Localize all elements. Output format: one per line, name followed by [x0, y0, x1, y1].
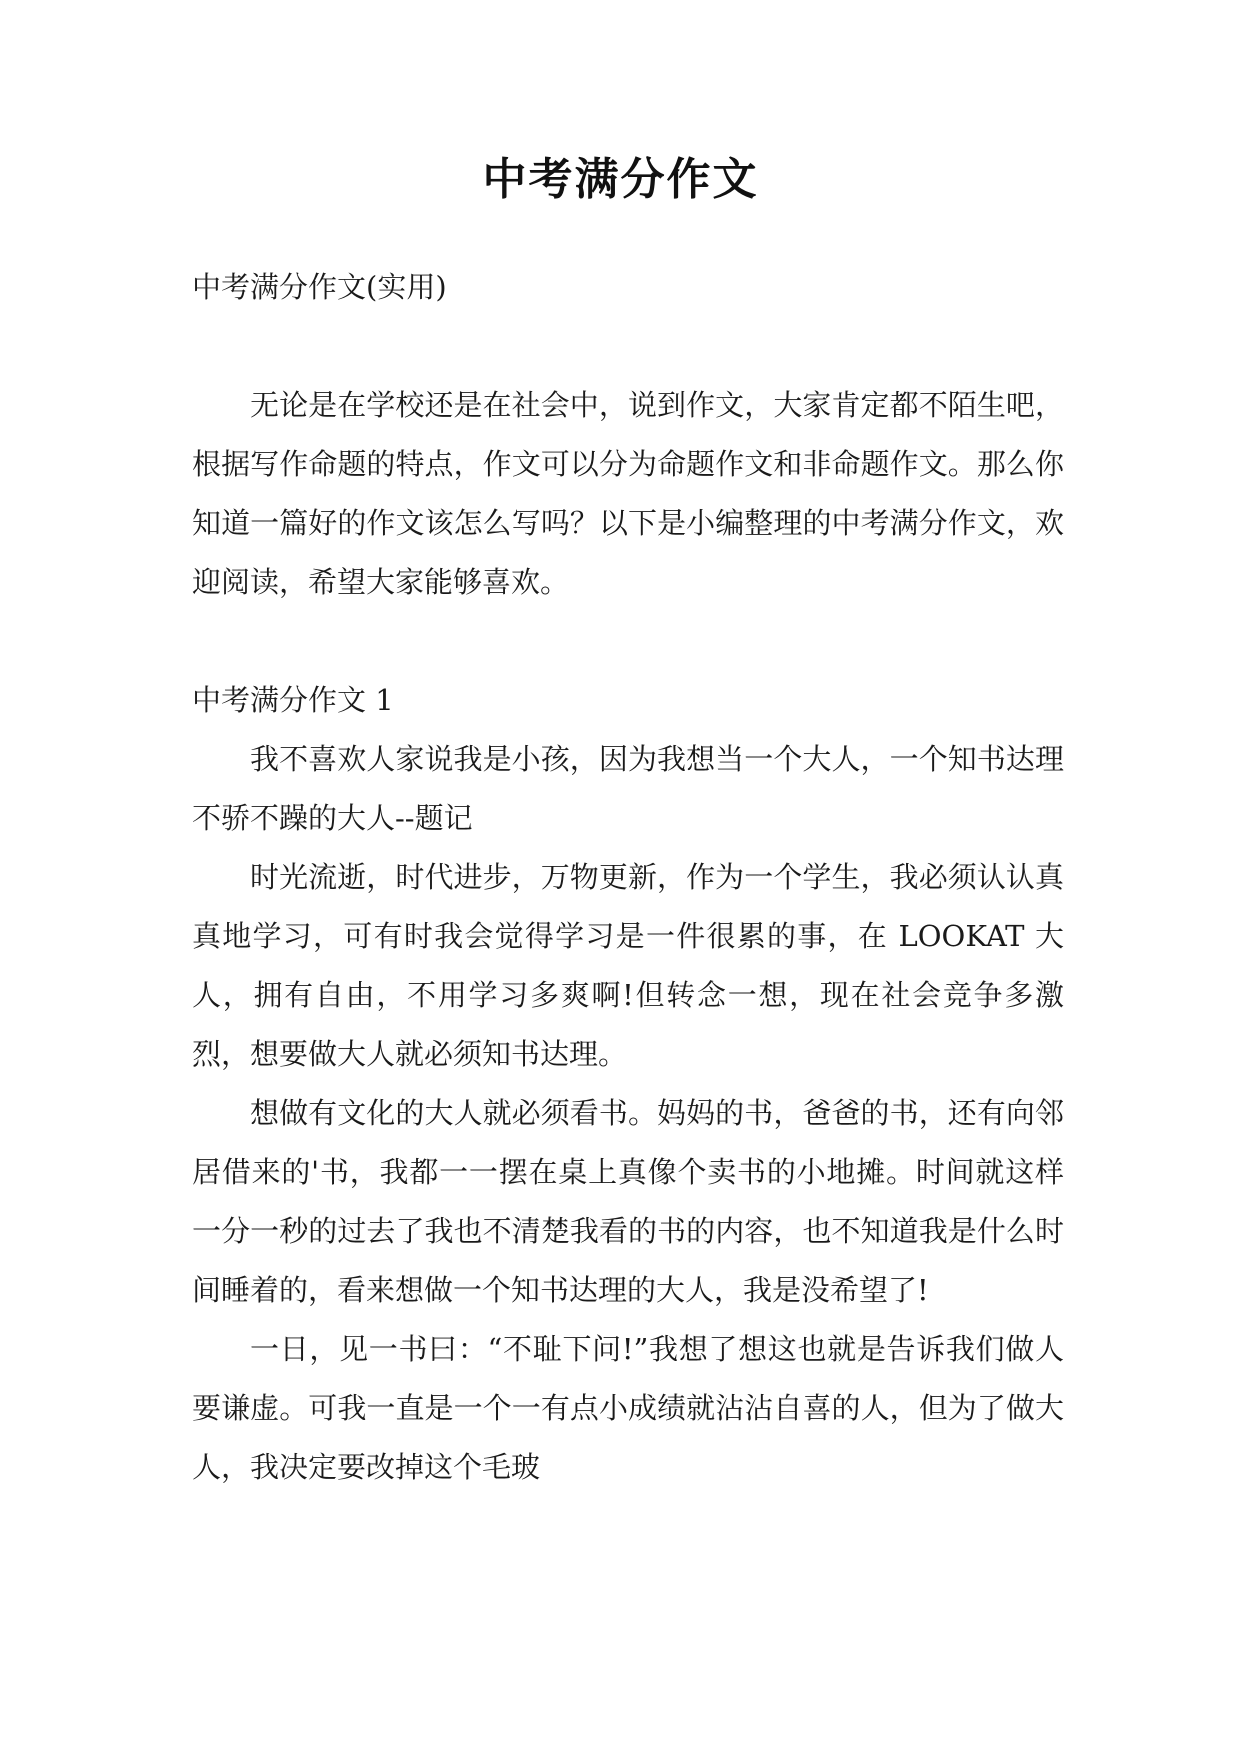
- body-paragraph: 我不喜欢人家说我是小孩，因为我想当一个大人，一个知书达理不骄不躁的大人--题记: [192, 742, 1064, 835]
- intro-paragraph: 无论是在学校还是在社会中，说到作文，大家肯定都不陌生吧，根据写作命题的特点，作文可以分为命题作文和非命题作文。那么你知道一篇好的作文该怎么写吗？以下是小编整理的中考满分作文，欢迎阅读，希望大家能够喜欢。: [192, 388, 1064, 599]
- document-subtitle: 中考满分作文(实用): [192, 270, 447, 304]
- document-title: 中考满分作文: [482, 154, 759, 205]
- document-body: [192, 258, 1064, 1497]
- body-paragraph: 一日，见一书曰：“不耻下问!”我想了想这也就是告诉我们做人要谦虚。可我一直是一个一有点小成绩就沾沾自喜的人，但为了做大人，我决定要改掉这个毛玻: [192, 1332, 1064, 1484]
- body-paragraph: 时光流逝，时代进步，万物更新，作为一个学生，我必须认认真真地学习，可有时我会觉得学习是一件很累的事，在 LOOKAT 大人，拥有自由，不用学习多爽啊!但转念一想，现在社会竞争多激烈，想要做大人就必须知书达理。: [192, 860, 1064, 1071]
- section-heading: 中考满分作文 1: [192, 683, 394, 717]
- body-paragraph: 想做有文化的大人就必须看书。妈妈的书，爸爸的书，还有向邻居借来的'书，我都一一摆在桌上真像个卖书的小地摊。时间就这样一分一秒的过去了我也不清楚我看的书的内容，也不知道我是什么时间睡着的，看来想做一个知书达理的大人，我是没希望了!: [192, 1096, 1064, 1307]
